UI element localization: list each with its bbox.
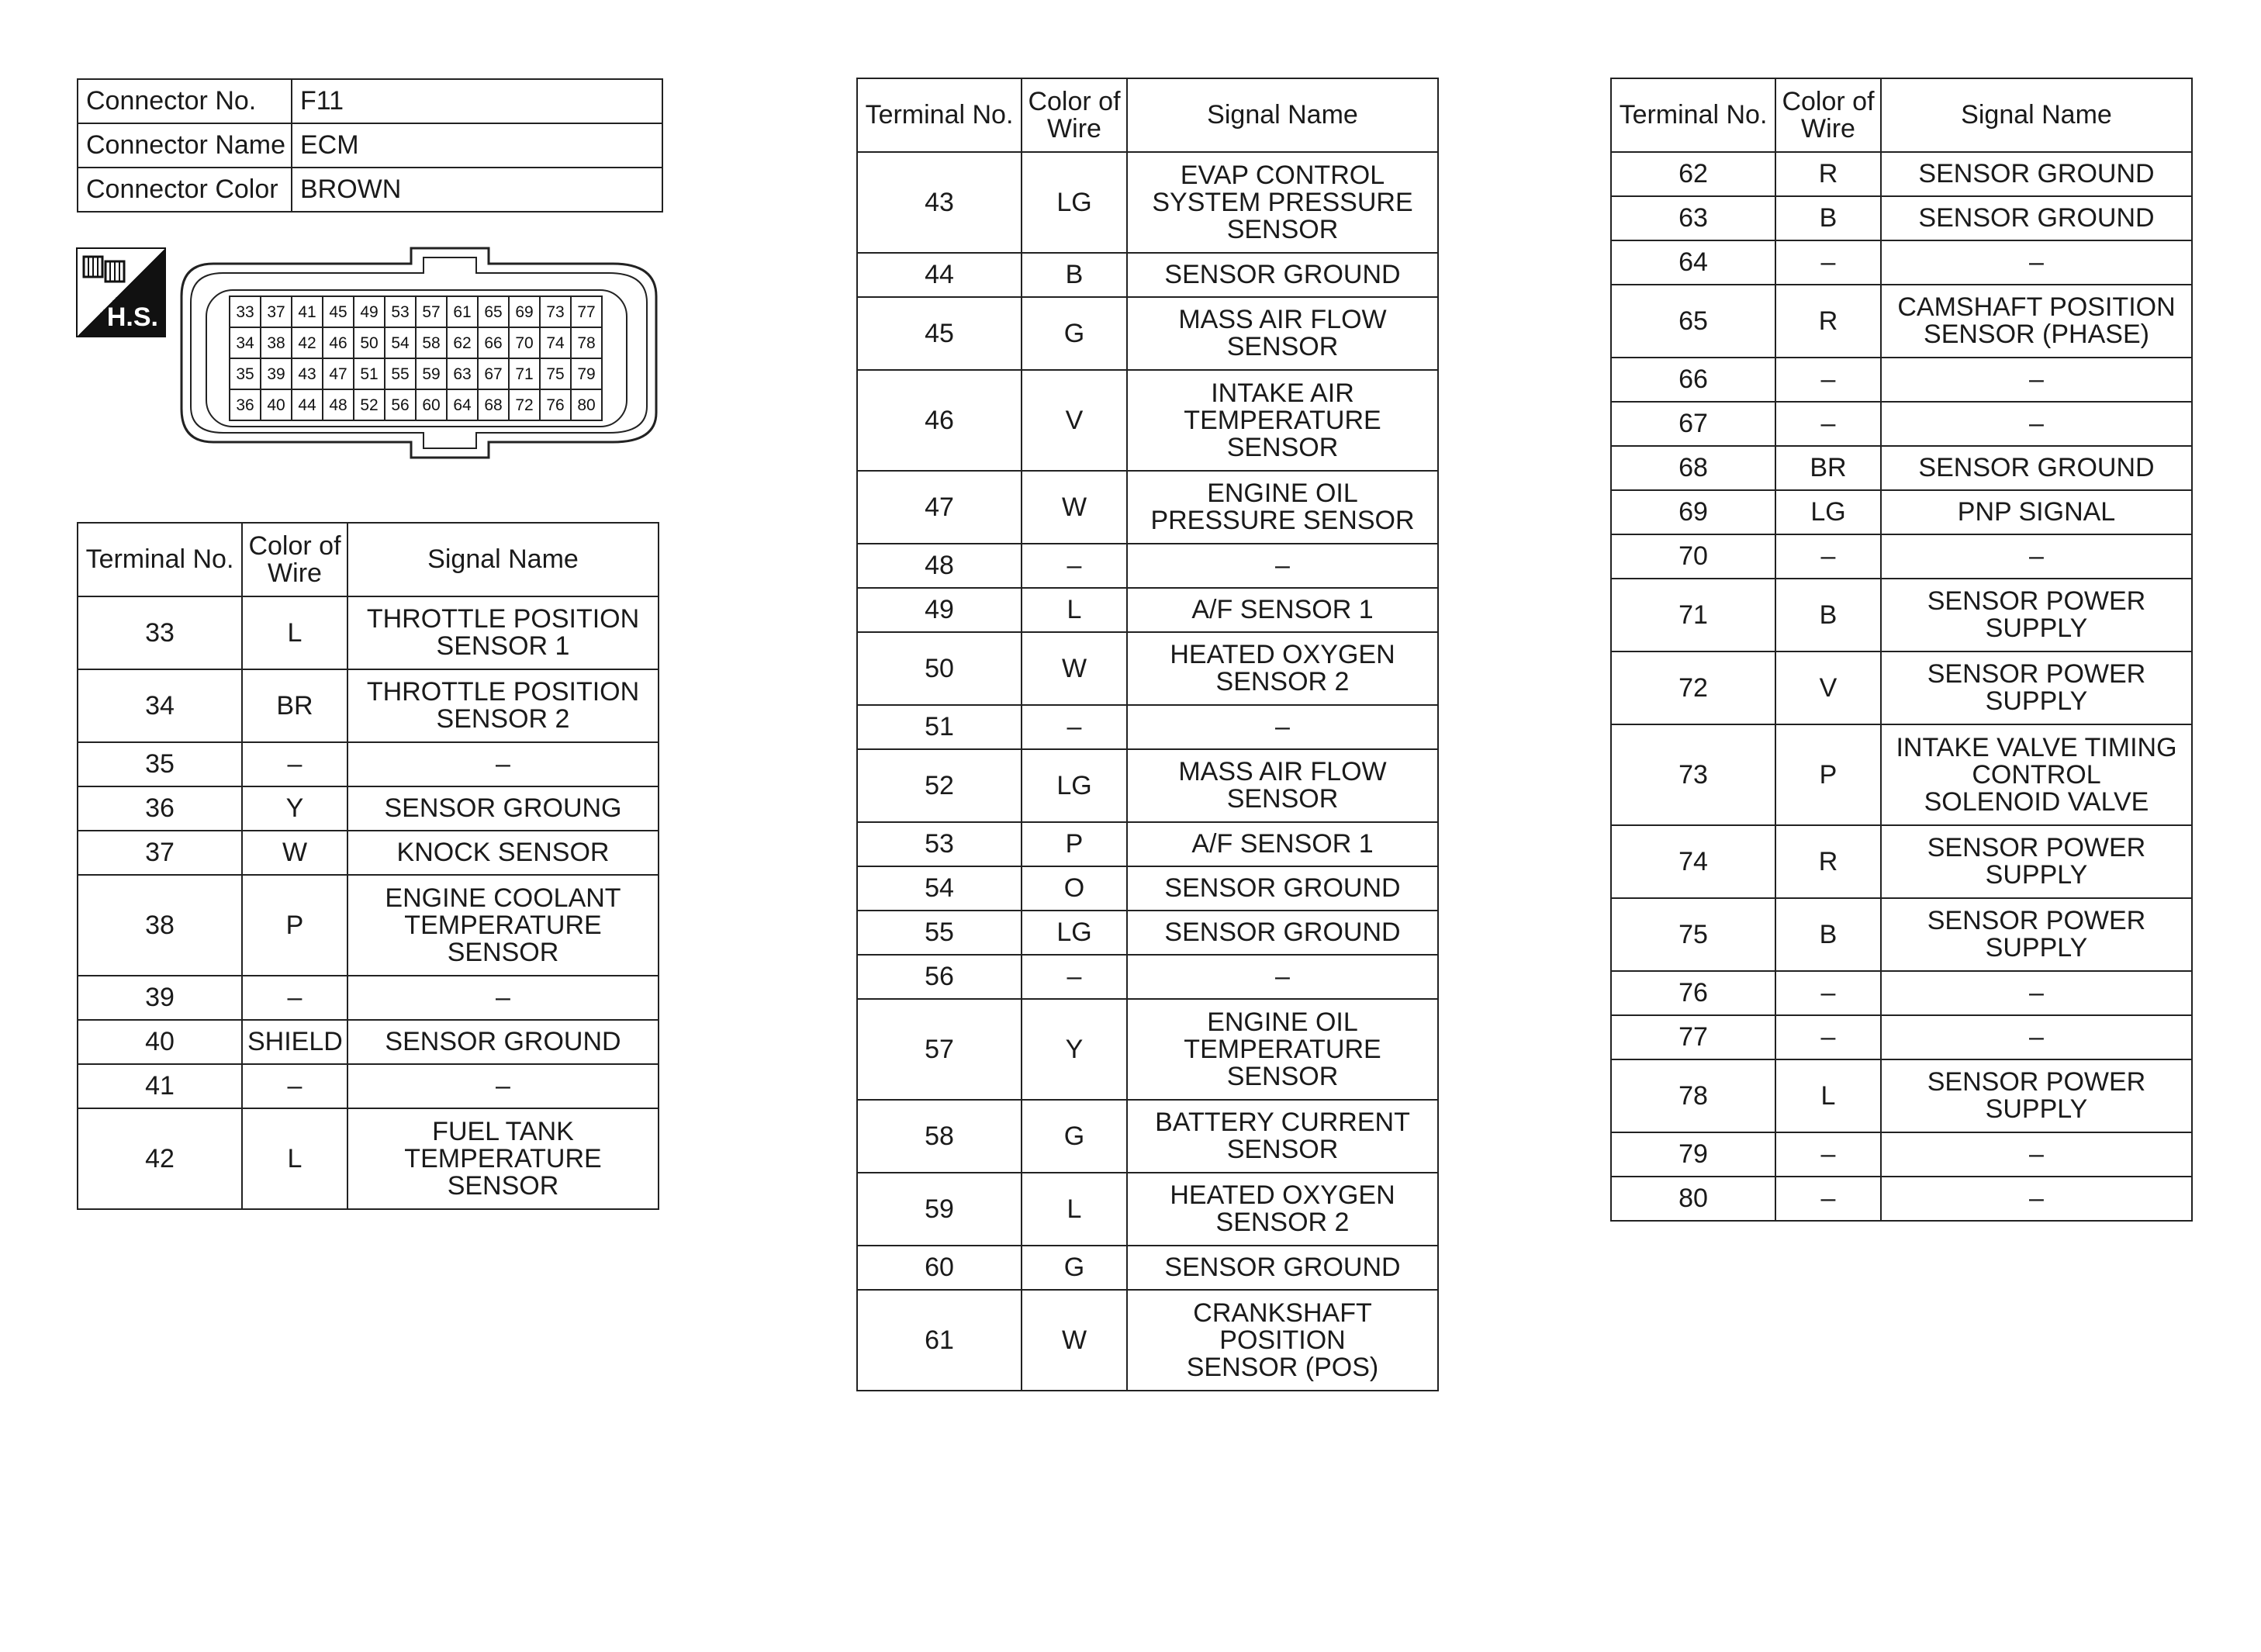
signal-name-cell: INTAKE VALVE TIMING CONTROL SOLENOID VALVE: [1881, 724, 2192, 825]
signal-name-cell: CRANKSHAFT POSITION SENSOR (POS): [1127, 1290, 1438, 1391]
terminal-no-cell: 78: [1611, 1059, 1775, 1132]
wire-color-cell: –: [1775, 1177, 1881, 1221]
connector-pictogram-icon: [82, 254, 129, 292]
wire-color-cell: V: [1022, 370, 1127, 471]
wire-color-cell: –: [1775, 1132, 1881, 1177]
signal-name-cell: SENSOR GROUND: [1127, 911, 1438, 955]
terminal-row: [1611, 490, 2192, 534]
pin-number: 53: [391, 303, 410, 321]
terminal-no-cell: 75: [1611, 898, 1775, 971]
terminal-no-cell: 58: [857, 1100, 1022, 1173]
signal-name-cell: –: [1127, 955, 1438, 999]
signal-name-cell: SENSOR POWER SUPPLY: [1881, 898, 2192, 971]
connector-info-label: Connector No.: [78, 79, 292, 123]
wire-color-cell: L: [1022, 1173, 1127, 1246]
terminal-row: [857, 749, 1438, 822]
signal-name-cell: SENSOR POWER SUPPLY: [1881, 579, 2192, 651]
wire-color-cell: W: [1022, 632, 1127, 705]
wire-color-header: Color of Wire: [242, 523, 347, 596]
wire-color-cell: B: [1022, 253, 1127, 297]
pin-number: 36: [236, 396, 254, 414]
terminal-no-cell: 63: [1611, 196, 1775, 240]
signal-name-cell: SENSOR GROUND: [1127, 1246, 1438, 1290]
pin-number: 35: [236, 365, 254, 383]
terminal-row: [1611, 825, 2192, 898]
signal-name-header: Signal Name: [347, 523, 659, 596]
signal-name-cell: –: [347, 742, 659, 786]
signal-name-cell: ENGINE OIL PRESSURE SENSOR: [1127, 471, 1438, 544]
wire-color-cell: –: [1775, 1015, 1881, 1059]
wire-color-cell: G: [1022, 297, 1127, 370]
wire-color-cell: BR: [1775, 446, 1881, 490]
terminal-no-cell: 43: [857, 152, 1022, 253]
terminal-row: [78, 742, 659, 786]
signal-name-cell: HEATED OXYGEN SENSOR 2: [1127, 632, 1438, 705]
pin-number: 58: [422, 334, 441, 352]
terminal-row: [78, 976, 659, 1020]
signal-name-cell: INTAKE AIR TEMPERATURE SENSOR: [1127, 370, 1438, 471]
wire-color-cell: –: [1775, 358, 1881, 402]
terminal-no-cell: 48: [857, 544, 1022, 588]
pin-number: 48: [329, 396, 347, 414]
terminal-no-cell: 55: [857, 911, 1022, 955]
terminal-row: [78, 669, 659, 742]
terminal-row: [857, 370, 1438, 471]
wire-color-cell: –: [1775, 971, 1881, 1015]
signal-name-cell: THROTTLE POSITION SENSOR 1: [347, 596, 659, 669]
signal-name-cell: A/F SENSOR 1: [1127, 822, 1438, 866]
terminal-row: [1611, 579, 2192, 651]
terminal-no-cell: 80: [1611, 1177, 1775, 1221]
terminal-row: [1611, 971, 2192, 1015]
terminal-no-cell: 76: [1611, 971, 1775, 1015]
wire-color-cell: –: [1775, 402, 1881, 446]
wire-color-cell: G: [1022, 1246, 1127, 1290]
signal-name-header: Signal Name: [1127, 78, 1438, 152]
pin-number: 43: [298, 365, 316, 383]
pin-number: 37: [267, 303, 285, 321]
signal-name-cell: KNOCK SENSOR: [347, 831, 659, 875]
terminal-row: [1611, 651, 2192, 724]
terminal-no-cell: 45: [857, 297, 1022, 370]
terminal-row: [857, 471, 1438, 544]
terminal-no-cell: 73: [1611, 724, 1775, 825]
wire-color-cell: LG: [1022, 749, 1127, 822]
pin-number: 71: [515, 365, 534, 383]
terminal-no-cell: 50: [857, 632, 1022, 705]
signal-name-header: Signal Name: [1881, 78, 2192, 152]
terminal-row: [857, 866, 1438, 911]
signal-name-cell: –: [1881, 240, 2192, 285]
terminal-no-cell: 56: [857, 955, 1022, 999]
terminal-no-cell: 42: [78, 1108, 242, 1209]
signal-name-cell: –: [1881, 971, 2192, 1015]
pin-number: 39: [267, 365, 285, 383]
connector-info-label: Connector Name: [78, 123, 292, 168]
signal-name-cell: –: [1881, 534, 2192, 579]
terminal-row: [1611, 358, 2192, 402]
terminal-row: [78, 1108, 659, 1209]
connector-info-row: [78, 79, 662, 123]
terminal-row: [857, 822, 1438, 866]
terminal-no-cell: 41: [78, 1064, 242, 1108]
terminal-row: [857, 152, 1438, 253]
terminal-no-header: Terminal No.: [857, 78, 1022, 152]
signal-name-cell: SENSOR GROUND: [1881, 446, 2192, 490]
terminal-row: [78, 1064, 659, 1108]
pin-number: 68: [484, 396, 503, 414]
signal-name-cell: SENSOR GROUND: [1881, 152, 2192, 196]
terminal-row: [857, 1100, 1438, 1173]
wire-color-cell: –: [1022, 544, 1127, 588]
terminal-no-cell: 72: [1611, 651, 1775, 724]
terminal-no-cell: 52: [857, 749, 1022, 822]
wire-color-cell: O: [1022, 866, 1127, 911]
pin-number: 55: [391, 365, 410, 383]
terminal-row: [78, 831, 659, 875]
wire-color-cell: V: [1775, 651, 1881, 724]
pin-number: 50: [360, 334, 379, 352]
pin-number: 44: [298, 396, 316, 414]
terminal-row: [78, 1020, 659, 1064]
wire-color-cell: L: [1022, 588, 1127, 632]
terminal-no-cell: 53: [857, 822, 1022, 866]
wire-color-cell: –: [1022, 955, 1127, 999]
terminal-no-cell: 64: [1611, 240, 1775, 285]
terminal-row: [1611, 196, 2192, 240]
terminal-no-cell: 65: [1611, 285, 1775, 358]
terminal-no-header: Terminal No.: [78, 523, 242, 596]
terminal-row: [1611, 1132, 2192, 1177]
signal-name-cell: ENGINE COOLANT TEMPERATURE SENSOR: [347, 875, 659, 976]
terminal-no-cell: 51: [857, 705, 1022, 749]
pin-number: 47: [329, 365, 347, 383]
terminal-row: [1611, 534, 2192, 579]
pin-number: 64: [453, 396, 472, 414]
pin-number: 61: [453, 303, 472, 321]
terminal-row: [857, 705, 1438, 749]
signal-name-cell: SENSOR POWER SUPPLY: [1881, 1059, 2192, 1132]
pin-number: 45: [329, 303, 347, 321]
wire-color-cell: –: [1022, 705, 1127, 749]
terminal-no-cell: 35: [78, 742, 242, 786]
signal-name-cell: SENSOR GROUND: [347, 1020, 659, 1064]
pin-number: 42: [298, 334, 316, 352]
wire-color-cell: P: [1022, 822, 1127, 866]
wire-color-cell: LG: [1022, 911, 1127, 955]
terminal-no-header: Terminal No.: [1611, 78, 1775, 152]
terminal-no-cell: 62: [1611, 152, 1775, 196]
terminal-no-cell: 79: [1611, 1132, 1775, 1177]
terminal-no-cell: 60: [857, 1246, 1022, 1290]
signal-name-cell: SENSOR GROUND: [1127, 253, 1438, 297]
wire-color-cell: L: [242, 1108, 347, 1209]
connector-info-value: BROWN: [292, 168, 662, 212]
pin-number: 62: [453, 334, 472, 352]
connector-info-row: [78, 168, 662, 212]
wire-color-cell: W: [1022, 471, 1127, 544]
signal-name-cell: MASS AIR FLOW SENSOR: [1127, 297, 1438, 370]
pin-number: 49: [360, 303, 379, 321]
terminal-row: [78, 875, 659, 976]
terminal-no-cell: 54: [857, 866, 1022, 911]
terminal-no-cell: 74: [1611, 825, 1775, 898]
terminal-row: [857, 911, 1438, 955]
wire-color-cell: Y: [242, 786, 347, 831]
signal-name-cell: CAMSHAFT POSITION SENSOR (PHASE): [1881, 285, 2192, 358]
signal-name-cell: SENSOR POWER SUPPLY: [1881, 825, 2192, 898]
pin-number: 38: [267, 334, 285, 352]
terminal-no-cell: 47: [857, 471, 1022, 544]
terminal-row: [1611, 898, 2192, 971]
signal-name-cell: HEATED OXYGEN SENSOR 2: [1127, 1173, 1438, 1246]
signal-name-cell: FUEL TANK TEMPERATURE SENSOR: [347, 1108, 659, 1209]
signal-name-cell: SENSOR GROUNG: [347, 786, 659, 831]
pin-number: 40: [267, 396, 285, 414]
terminal-no-cell: 44: [857, 253, 1022, 297]
signal-name-cell: MASS AIR FLOW SENSOR: [1127, 749, 1438, 822]
wire-color-cell: –: [242, 1064, 347, 1108]
terminal-row: [1611, 1015, 2192, 1059]
signal-name-cell: –: [1881, 1015, 2192, 1059]
wire-color-cell: W: [1022, 1290, 1127, 1391]
terminal-row: [1611, 1059, 2192, 1132]
terminal-row: [1611, 446, 2192, 490]
wire-color-cell: SHIELD: [242, 1020, 347, 1064]
wire-color-cell: –: [242, 742, 347, 786]
signal-name-cell: THROTTLE POSITION SENSOR 2: [347, 669, 659, 742]
signal-name-cell: A/F SENSOR 1: [1127, 588, 1438, 632]
terminal-row: [857, 1173, 1438, 1246]
wire-color-cell: W: [242, 831, 347, 875]
pin-number: 51: [360, 365, 379, 383]
terminal-row: [857, 999, 1438, 1100]
terminal-row: [857, 544, 1438, 588]
pin-number: 72: [515, 396, 534, 414]
signal-name-cell: SENSOR GROUND: [1127, 866, 1438, 911]
terminal-no-cell: 66: [1611, 358, 1775, 402]
pin-number: 78: [577, 334, 596, 352]
terminal-no-cell: 69: [1611, 490, 1775, 534]
pin-number: 60: [422, 396, 441, 414]
wire-color-cell: LG: [1022, 152, 1127, 253]
pin-number: 41: [298, 303, 316, 321]
terminal-no-cell: 46: [857, 370, 1022, 471]
signal-name-cell: –: [1881, 1132, 2192, 1177]
pin-number: 56: [391, 396, 410, 414]
wire-color-cell: LG: [1775, 490, 1881, 534]
wire-color-cell: P: [242, 875, 347, 976]
connector-face-diagram: [178, 242, 659, 459]
wire-color-cell: BR: [242, 669, 347, 742]
signal-name-cell: SENSOR GROUND: [1881, 196, 2192, 240]
pin-number: 76: [546, 396, 565, 414]
terminal-row: [857, 955, 1438, 999]
wire-color-cell: R: [1775, 285, 1881, 358]
terminal-no-cell: 37: [78, 831, 242, 875]
wire-color-header: Color of Wire: [1775, 78, 1881, 152]
pin-number: 69: [515, 303, 534, 321]
signal-name-cell: –: [1881, 358, 2192, 402]
terminal-no-cell: 61: [857, 1290, 1022, 1391]
terminal-row: [1611, 285, 2192, 358]
terminal-table-1: [77, 522, 659, 1210]
wire-color-cell: L: [1775, 1059, 1881, 1132]
terminal-no-cell: 68: [1611, 446, 1775, 490]
wire-color-cell: R: [1775, 152, 1881, 196]
terminal-no-cell: 39: [78, 976, 242, 1020]
wire-color-cell: –: [1775, 534, 1881, 579]
terminal-row: [78, 786, 659, 831]
terminal-row: [1611, 240, 2192, 285]
signal-name-cell: –: [1127, 705, 1438, 749]
terminal-row: [1611, 724, 2192, 825]
terminal-no-cell: 70: [1611, 534, 1775, 579]
terminal-row: [857, 1246, 1438, 1290]
wire-color-cell: B: [1775, 579, 1881, 651]
signal-name-cell: –: [1881, 402, 2192, 446]
connector-info-value: ECM: [292, 123, 662, 168]
connector-info-table: [77, 78, 663, 213]
signal-name-cell: EVAP CONTROL SYSTEM PRESSURE SENSOR: [1127, 152, 1438, 253]
terminal-row: [857, 632, 1438, 705]
signal-name-cell: PNP SIGNAL: [1881, 490, 2192, 534]
wire-color-cell: B: [1775, 898, 1881, 971]
connector-info-row: [78, 123, 662, 168]
pin-number: 74: [546, 334, 565, 352]
terminal-row: [857, 297, 1438, 370]
terminal-row: [1611, 402, 2192, 446]
signal-name-cell: ENGINE OIL TEMPERATURE SENSOR: [1127, 999, 1438, 1100]
signal-name-cell: –: [1881, 1177, 2192, 1221]
harness-side-icon: [76, 247, 166, 337]
pin-number: 63: [453, 365, 472, 383]
pin-number: 79: [577, 365, 596, 383]
pin-number: 75: [546, 365, 565, 383]
pin-number: 54: [391, 334, 410, 352]
terminal-row: [857, 253, 1438, 297]
connector-housing: [182, 248, 656, 458]
signal-name-cell: SENSOR POWER SUPPLY: [1881, 651, 2192, 724]
signal-name-cell: –: [347, 1064, 659, 1108]
terminal-no-cell: 38: [78, 875, 242, 976]
pin-number: 80: [577, 396, 596, 414]
terminal-no-cell: 71: [1611, 579, 1775, 651]
pin-number: 57: [422, 303, 441, 321]
pin-number: 34: [236, 334, 254, 352]
pin-number: 66: [484, 334, 503, 352]
wire-color-cell: –: [1775, 240, 1881, 285]
pin-number: 77: [577, 303, 596, 321]
pin-number: 33: [236, 303, 254, 321]
terminal-no-cell: 57: [857, 999, 1022, 1100]
terminal-no-cell: 33: [78, 596, 242, 669]
signal-name-cell: –: [347, 976, 659, 1020]
terminal-table-2: [856, 78, 1439, 1391]
wire-color-cell: Y: [1022, 999, 1127, 1100]
wire-color-cell: B: [1775, 196, 1881, 240]
terminal-row: [1611, 152, 2192, 196]
pin-number: 67: [484, 365, 503, 383]
terminal-no-cell: 36: [78, 786, 242, 831]
terminal-no-cell: 67: [1611, 402, 1775, 446]
terminal-no-cell: 40: [78, 1020, 242, 1064]
terminal-no-cell: 59: [857, 1173, 1022, 1246]
terminal-no-cell: 49: [857, 588, 1022, 632]
terminal-table-3: [1610, 78, 2193, 1222]
pin-number: 73: [546, 303, 565, 321]
signal-name-cell: BATTERY CURRENT SENSOR: [1127, 1100, 1438, 1173]
pin-number: 65: [484, 303, 503, 321]
wire-color-cell: P: [1775, 724, 1881, 825]
pin-number: 59: [422, 365, 441, 383]
terminal-row: [857, 588, 1438, 632]
pin-number: 46: [329, 334, 347, 352]
wire-color-cell: G: [1022, 1100, 1127, 1173]
wire-color-cell: L: [242, 596, 347, 669]
wire-color-cell: –: [242, 976, 347, 1020]
pin-number: 52: [360, 396, 379, 414]
terminal-no-cell: 34: [78, 669, 242, 742]
wire-color-header: Color of Wire: [1022, 78, 1127, 152]
wire-color-cell: R: [1775, 825, 1881, 898]
terminal-no-cell: 77: [1611, 1015, 1775, 1059]
signal-name-cell: –: [1127, 544, 1438, 588]
terminal-row: [78, 596, 659, 669]
terminal-row: [1611, 1177, 2192, 1221]
harness-side-label: H.S.: [106, 302, 158, 332]
pin-number: 70: [515, 334, 534, 352]
connector-info-label: Connector Color: [78, 168, 292, 212]
connector-info-value: F11: [292, 79, 662, 123]
terminal-row: [857, 1290, 1438, 1391]
pin-grid: [230, 296, 602, 420]
